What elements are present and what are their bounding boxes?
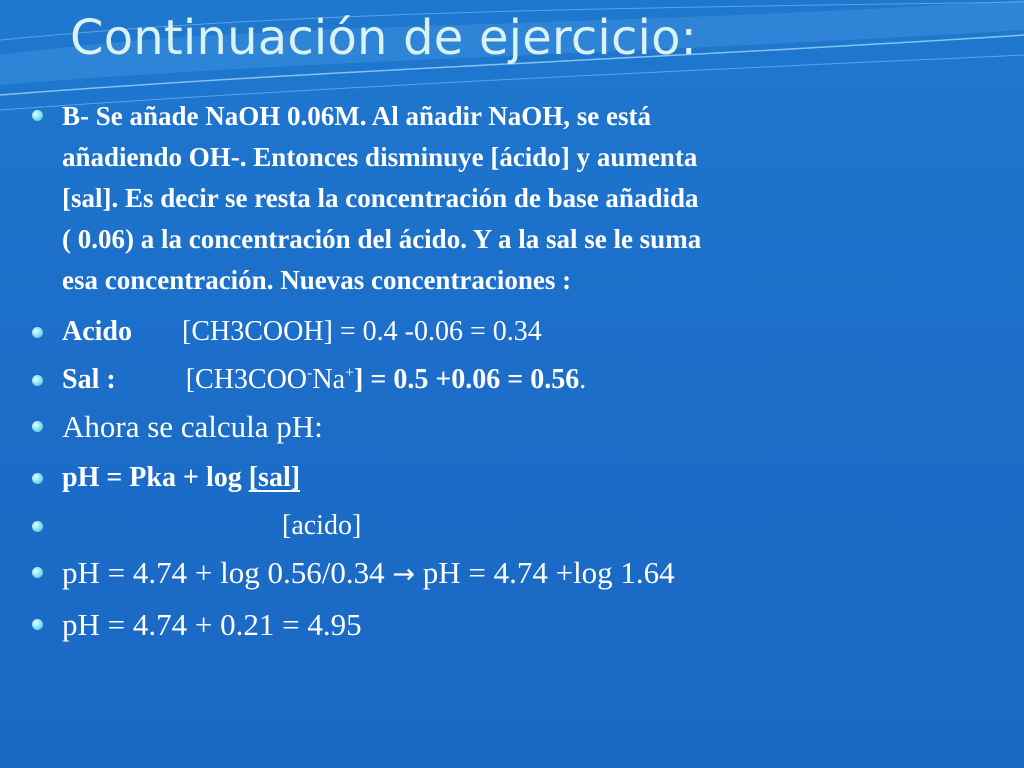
slide-content: [30, 96, 990, 645]
ph-formula-acido: [acido]: [282, 510, 362, 541]
intro-line-2: añadiendo OH-. Entonces disminuye [ácido] y aumenta: [62, 142, 698, 172]
bullet-icon: [32, 327, 43, 338]
intro-line-4: ( 0.06) a la concentración del ácido. Y a la sal se le suma: [62, 224, 702, 254]
sal-formula-pre: [CH3COO: [185, 364, 308, 395]
bullet-sal: [30, 363, 990, 397]
bullet-ahora: [30, 407, 990, 447]
intro-line-1: B- Se añade NaOH 0.06M. Al añadir NaOH, se está: [62, 101, 652, 131]
intro-line-5: esa concentración. Nuevas concentraciones :: [62, 265, 572, 295]
sal-sup-plus: +: [345, 364, 355, 382]
bullet-ph-formula: [30, 461, 990, 495]
intro-line-3: [sal]. Es decir se resta la concentración de base añadida: [62, 183, 699, 213]
acido-formula: [CH3COOH] = 0.4 -0.06 = 0.34: [182, 316, 542, 347]
bullet-icon: [32, 521, 43, 532]
ph-formula-sal: [sal]: [248, 462, 301, 493]
bullet-intro: [30, 96, 990, 301]
sal-formula-end: .: [579, 364, 587, 395]
bullet-denominator: [30, 509, 990, 543]
arrow-right-icon: →: [392, 559, 415, 590]
bullet-ph-calc-1: [30, 553, 990, 595]
slide-title: Continuación de ejercicio:: [70, 10, 698, 66]
ph-calc1-pre: pH = 4.74 + log 0.56/0.34: [62, 555, 393, 590]
bullet-acido: [30, 315, 990, 349]
sal-label: Sal :: [62, 364, 116, 395]
bullet-ph-calc-2: [30, 605, 990, 645]
bullet-icon: [32, 567, 43, 578]
sal-formula-mid: Na: [312, 364, 346, 395]
sal-sup-minus: -: [307, 364, 313, 382]
ph-calc1-post: pH = 4.74 +log 1.64: [414, 555, 675, 590]
bullet-icon: [32, 110, 43, 121]
ph-calc2-text: pH = 4.74 + 0.21 = 4.95: [62, 607, 362, 642]
bullet-icon: [32, 421, 43, 432]
ph-formula-pre: pH = Pka + log: [62, 462, 249, 493]
acido-label: Acido: [62, 316, 132, 347]
sal-formula-post: ] = 0.5 +0.06 = 0.56: [354, 364, 580, 395]
bullet-icon: [32, 619, 43, 630]
sal-formula: [186, 364, 587, 395]
bullet-icon: [32, 375, 43, 386]
ahora-text: Ahora se calcula pH:: [62, 409, 323, 444]
bullet-icon: [32, 473, 43, 484]
